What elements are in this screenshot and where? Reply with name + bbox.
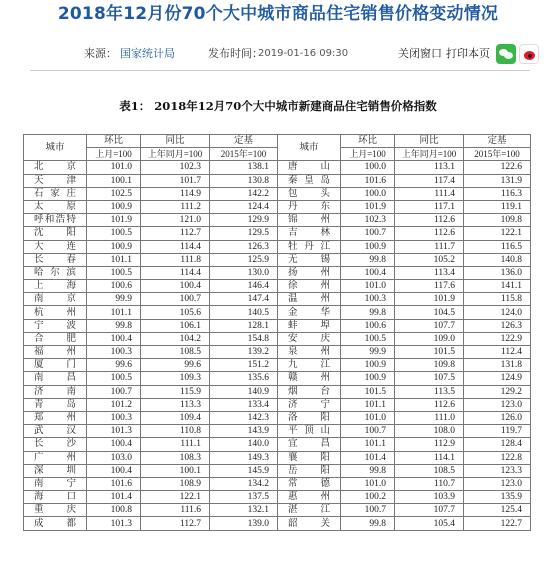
mom-cell: 100.2 — [341, 491, 395, 504]
city-cell: 丹 东 — [278, 200, 341, 213]
mom-cell: 101.0 — [87, 161, 141, 174]
mom-cell: 100.7 — [87, 385, 141, 398]
close-window-link[interactable]: 关闭窗口 — [398, 47, 442, 60]
base-cell: 134.2 — [210, 477, 278, 490]
yoy-cell: 117.1 — [395, 200, 464, 213]
base-cell: 116.5 — [464, 240, 531, 253]
table-header-row — [24, 135, 531, 148]
city-cell: 厦 门 — [24, 359, 87, 372]
base-cell: 131.8 — [464, 359, 531, 372]
base-cell: 122.1 — [464, 227, 531, 240]
city-cell: 徐 州 — [278, 280, 341, 293]
city-cell: 北 京 — [24, 161, 87, 174]
mom-cell: 101.0 — [341, 280, 395, 293]
city-cell: 湛 江 — [278, 504, 341, 517]
yoy-cell: 113.4 — [395, 266, 464, 279]
city-cell: 宁 波 — [24, 319, 87, 332]
city-cell: 泉 州 — [278, 346, 341, 359]
mom-cell: 101.1 — [87, 306, 141, 319]
city-cell: 南 京 — [24, 293, 87, 306]
table-row — [24, 385, 531, 398]
base-cell: 140.5 — [210, 306, 278, 319]
yoy-cell: 104.5 — [395, 306, 464, 319]
yoy-cell: 101.7 — [141, 174, 210, 187]
yoy-cell: 122.1 — [141, 491, 210, 504]
mom-cell: 100.9 — [87, 240, 141, 253]
city-cell: 武 汉 — [24, 425, 87, 438]
base-cell: 146.4 — [210, 280, 278, 293]
mom-cell: 99.6 — [87, 359, 141, 372]
yoy-cell: 117.4 — [395, 174, 464, 187]
yoy-cell: 112.6 — [395, 214, 464, 227]
yoy-cell: 105.6 — [141, 306, 210, 319]
base-cell: 116.3 — [464, 187, 531, 200]
weibo-share-icon[interactable] — [519, 44, 539, 64]
city-cell: 秦皇岛 — [278, 174, 341, 187]
article-meta — [0, 42, 556, 66]
yoy-cell: 112.7 — [141, 517, 210, 530]
yoy-cell: 105.2 — [395, 253, 464, 266]
city-cell: 金 华 — [278, 306, 341, 319]
city-cell: 平顶山 — [278, 425, 341, 438]
table-row — [24, 464, 531, 477]
mom-cell: 100.9 — [87, 200, 141, 213]
mom-cell: 99.8 — [341, 253, 395, 266]
mom-cell: 101.0 — [341, 411, 395, 424]
mom-cell: 100.5 — [341, 332, 395, 345]
yoy-cell: 114.4 — [141, 266, 210, 279]
mom-cell: 100.0 — [341, 161, 395, 174]
mom-cell: 101.3 — [87, 517, 141, 530]
yoy-cell: 101.5 — [395, 346, 464, 359]
base-cell: 129.5 — [210, 227, 278, 240]
city-cell: 韶 关 — [278, 517, 341, 530]
table-row — [24, 266, 531, 279]
mom-cell: 99.8 — [341, 306, 395, 319]
city-cell: 济 宁 — [278, 398, 341, 411]
table-row — [24, 332, 531, 345]
city-cell: 惠 州 — [278, 491, 341, 504]
mom-cell: 100.4 — [341, 266, 395, 279]
table-row — [24, 227, 531, 240]
city-cell: 青 岛 — [24, 398, 87, 411]
yoy-cell: 109.0 — [395, 332, 464, 345]
yoy-cell: 101.9 — [395, 293, 464, 306]
mom-cell: 100.5 — [87, 266, 141, 279]
city-cell: 呼和浩特 — [24, 214, 87, 227]
yoy-cell: 100.7 — [141, 293, 210, 306]
mom-cell: 102.5 — [87, 187, 141, 200]
yoy-cell: 100.1 — [141, 464, 210, 477]
table-row — [24, 359, 531, 372]
base-cell: 137.5 — [210, 491, 278, 504]
city-cell: 锦 州 — [278, 214, 341, 227]
table-row — [24, 240, 531, 253]
city-cell: 福 州 — [24, 346, 87, 359]
base-cell: 128.1 — [210, 319, 278, 332]
price-index-table — [23, 134, 531, 531]
city-cell: 长 沙 — [24, 438, 87, 451]
base-cell: 143.9 — [210, 425, 278, 438]
table-row — [24, 504, 531, 517]
base-cell: 124.9 — [464, 372, 531, 385]
table-row — [24, 280, 531, 293]
mom-cell: 100.1 — [87, 174, 141, 187]
city-cell: 郑 州 — [24, 411, 87, 424]
header-mom-sub: 上月=100 — [87, 148, 141, 161]
mom-cell: 100.3 — [341, 293, 395, 306]
table-row — [24, 346, 531, 359]
base-cell: 130.0 — [210, 266, 278, 279]
city-cell: 吉 林 — [278, 227, 341, 240]
base-cell: 123.3 — [464, 464, 531, 477]
header-yoy: 同比 — [395, 135, 464, 148]
table-row — [24, 187, 531, 200]
table-row — [24, 438, 531, 451]
base-cell: 136.0 — [464, 266, 531, 279]
header-base-sub: 2015年=100 — [464, 148, 531, 161]
mom-cell: 100.4 — [87, 464, 141, 477]
base-cell: 142.3 — [210, 411, 278, 424]
city-cell: 合 肥 — [24, 332, 87, 345]
table-row — [24, 306, 531, 319]
table-row — [24, 293, 531, 306]
yoy-cell: 103.9 — [395, 491, 464, 504]
yoy-cell: 115.9 — [141, 385, 210, 398]
table-row — [24, 411, 531, 424]
base-cell: 122.6 — [464, 161, 531, 174]
yoy-cell: 109.4 — [141, 411, 210, 424]
yoy-cell: 111.7 — [395, 240, 464, 253]
yoy-cell: 108.0 — [395, 425, 464, 438]
mom-cell: 100.7 — [341, 504, 395, 517]
mom-cell: 99.9 — [87, 293, 141, 306]
mom-cell: 100.3 — [87, 346, 141, 359]
base-cell: 149.3 — [210, 451, 278, 464]
mom-cell: 101.9 — [341, 200, 395, 213]
base-cell: 126.3 — [210, 240, 278, 253]
base-cell: 151.2 — [210, 359, 278, 372]
table-row — [24, 200, 531, 213]
mom-cell: 100.6 — [87, 280, 141, 293]
city-cell: 沈 阳 — [24, 227, 87, 240]
yoy-cell: 108.9 — [141, 477, 210, 490]
city-cell: 常 德 — [278, 477, 341, 490]
header-yoy-sub: 上年同月=100 — [395, 148, 464, 161]
publish-time-value: 2019-01-16 09:30 — [258, 48, 349, 59]
mom-cell: 101.0 — [341, 477, 395, 490]
yoy-cell: 112.6 — [395, 398, 464, 411]
mom-cell: 100.0 — [341, 187, 395, 200]
mom-cell: 100.9 — [341, 372, 395, 385]
yoy-cell: 107.7 — [395, 504, 464, 517]
header-yoy-sub: 上年同月=100 — [141, 148, 210, 161]
base-cell: 122.8 — [464, 451, 531, 464]
header-mom-sub: 上月=100 — [341, 148, 395, 161]
base-cell: 133.4 — [210, 398, 278, 411]
yoy-cell: 114.1 — [395, 451, 464, 464]
city-cell: 温 州 — [278, 293, 341, 306]
base-cell: 119.7 — [464, 425, 531, 438]
mom-cell: 100.5 — [87, 227, 141, 240]
table-title: 表1： 2018年12月70个大中城市新建商品住宅销售价格指数 — [119, 99, 437, 113]
table-row — [24, 372, 531, 385]
base-cell: 135.6 — [210, 372, 278, 385]
yoy-cell: 113.1 — [395, 161, 464, 174]
mom-cell: 101.6 — [341, 174, 395, 187]
city-cell: 南 昌 — [24, 372, 87, 385]
city-cell: 哈尔滨 — [24, 266, 87, 279]
source-label: 来源： — [84, 47, 117, 60]
table-subheader-row — [24, 148, 531, 161]
table-row — [24, 319, 531, 332]
base-cell: 124.0 — [464, 306, 531, 319]
yoy-cell: 110.8 — [141, 425, 210, 438]
header-divider — [30, 70, 530, 71]
base-cell: 112.4 — [464, 346, 531, 359]
city-cell: 上 海 — [24, 280, 87, 293]
base-cell: 140.9 — [210, 385, 278, 398]
base-cell: 119.1 — [464, 200, 531, 213]
base-cell: 128.4 — [464, 438, 531, 451]
base-cell: 132.1 — [210, 504, 278, 517]
wechat-share-icon[interactable] — [496, 44, 516, 64]
yoy-cell: 111.4 — [395, 187, 464, 200]
yoy-cell: 110.7 — [395, 477, 464, 490]
yoy-cell: 108.5 — [395, 464, 464, 477]
header-city: 城市 — [24, 135, 87, 161]
yoy-cell: 99.6 — [141, 359, 210, 372]
mom-cell: 100.7 — [341, 227, 395, 240]
base-cell: 126.0 — [464, 411, 531, 424]
base-cell: 126.3 — [464, 319, 531, 332]
yoy-cell: 107.7 — [395, 319, 464, 332]
mom-cell: 100.4 — [87, 332, 141, 345]
page-title: 2018年12月份70个大中城市商品住宅销售价格变动情况 — [57, 4, 499, 24]
base-cell: 123.0 — [464, 398, 531, 411]
base-cell: 139.0 — [210, 517, 278, 530]
source-link[interactable]: 国家统计局 — [120, 47, 175, 60]
base-cell: 124.4 — [210, 200, 278, 213]
city-cell: 扬 州 — [278, 266, 341, 279]
header-yoy: 同比 — [141, 135, 210, 148]
base-cell: 109.8 — [464, 214, 531, 227]
mom-cell: 100.3 — [87, 411, 141, 424]
mom-cell: 100.5 — [87, 372, 141, 385]
table-row — [24, 161, 531, 174]
mom-cell: 101.4 — [87, 491, 141, 504]
city-cell: 济 南 — [24, 385, 87, 398]
mom-cell: 102.3 — [341, 214, 395, 227]
table-row — [24, 517, 531, 530]
base-cell: 135.9 — [464, 491, 531, 504]
city-cell: 重 庆 — [24, 504, 87, 517]
header-base-sub: 2015年=100 — [210, 148, 278, 161]
table-row — [24, 491, 531, 504]
base-cell: 129.2 — [464, 385, 531, 398]
yoy-cell: 111.0 — [395, 411, 464, 424]
mom-cell: 100.4 — [87, 438, 141, 451]
city-cell: 岳 阳 — [278, 464, 341, 477]
base-cell: 147.4 — [210, 293, 278, 306]
yoy-cell: 102.3 — [141, 161, 210, 174]
city-cell: 安 庆 — [278, 332, 341, 345]
city-cell: 无 锡 — [278, 253, 341, 266]
mom-cell: 99.8 — [87, 319, 141, 332]
print-page-link[interactable]: 打印本页 — [446, 47, 490, 60]
city-cell: 包 头 — [278, 187, 341, 200]
yoy-cell: 111.6 — [141, 504, 210, 517]
mom-cell: 103.0 — [87, 451, 141, 464]
header-base: 定基 — [464, 135, 531, 148]
yoy-cell: 113.5 — [395, 385, 464, 398]
base-cell: 123.0 — [464, 477, 531, 490]
base-cell: 122.7 — [464, 517, 531, 530]
city-cell: 太 原 — [24, 200, 87, 213]
yoy-cell: 114.4 — [141, 240, 210, 253]
mom-cell: 101.2 — [87, 398, 141, 411]
mom-cell: 101.5 — [341, 385, 395, 398]
yoy-cell: 113.3 — [141, 398, 210, 411]
yoy-cell: 112.6 — [395, 227, 464, 240]
table-row — [24, 451, 531, 464]
mom-cell: 100.7 — [341, 425, 395, 438]
yoy-cell: 112.9 — [395, 438, 464, 451]
mom-cell: 101.1 — [341, 398, 395, 411]
city-cell: 石家庄 — [24, 187, 87, 200]
yoy-cell: 108.3 — [141, 451, 210, 464]
yoy-cell: 109.8 — [395, 359, 464, 372]
table-row — [24, 425, 531, 438]
mom-cell: 99.8 — [341, 464, 395, 477]
city-cell: 烟 台 — [278, 385, 341, 398]
yoy-cell: 105.4 — [395, 517, 464, 530]
mom-cell: 101.4 — [341, 451, 395, 464]
table-row — [24, 398, 531, 411]
city-cell: 南 宁 — [24, 477, 87, 490]
yoy-cell: 106.1 — [141, 319, 210, 332]
city-cell: 杭 州 — [24, 306, 87, 319]
mom-cell: 100.9 — [341, 240, 395, 253]
mom-cell: 101.1 — [87, 253, 141, 266]
base-cell: 130.8 — [210, 174, 278, 187]
yoy-cell: 108.5 — [141, 346, 210, 359]
mom-cell: 101.6 — [87, 477, 141, 490]
city-cell: 长 春 — [24, 253, 87, 266]
table-row — [24, 174, 531, 187]
header-mom: 环比 — [341, 135, 395, 148]
city-cell: 赣 州 — [278, 372, 341, 385]
base-cell: 140.0 — [210, 438, 278, 451]
mom-cell: 100.6 — [341, 319, 395, 332]
yoy-cell: 111.1 — [141, 438, 210, 451]
mom-cell: 99.9 — [341, 346, 395, 359]
city-cell: 牡丹江 — [278, 240, 341, 253]
city-cell: 海 口 — [24, 491, 87, 504]
mom-cell: 99.8 — [341, 517, 395, 530]
yoy-cell: 121.0 — [141, 214, 210, 227]
city-cell: 宜 昌 — [278, 438, 341, 451]
base-cell: 141.1 — [464, 280, 531, 293]
table-row — [24, 477, 531, 490]
header-city: 城市 — [278, 135, 341, 161]
base-cell: 142.2 — [210, 187, 278, 200]
base-cell: 131.9 — [464, 174, 531, 187]
city-cell: 唐 山 — [278, 161, 341, 174]
table-row — [24, 214, 531, 227]
mom-cell: 101.3 — [87, 425, 141, 438]
city-cell: 成 都 — [24, 517, 87, 530]
yoy-cell: 114.9 — [141, 187, 210, 200]
yoy-cell: 111.8 — [141, 253, 210, 266]
mom-cell: 100.8 — [87, 504, 141, 517]
city-cell: 深 圳 — [24, 464, 87, 477]
yoy-cell: 104.2 — [141, 332, 210, 345]
base-cell: 125.9 — [210, 253, 278, 266]
mom-cell: 101.1 — [341, 438, 395, 451]
base-cell: 140.8 — [464, 253, 531, 266]
city-cell: 广 州 — [24, 451, 87, 464]
city-cell: 襄 阳 — [278, 451, 341, 464]
city-cell: 天 津 — [24, 174, 87, 187]
base-cell: 122.9 — [464, 332, 531, 345]
yoy-cell: 109.3 — [141, 372, 210, 385]
base-cell: 154.8 — [210, 332, 278, 345]
city-cell: 蚌 埠 — [278, 319, 341, 332]
base-cell: 145.9 — [210, 464, 278, 477]
mom-cell: 101.9 — [87, 214, 141, 227]
base-cell: 139.2 — [210, 346, 278, 359]
city-cell: 洛 阳 — [278, 411, 341, 424]
yoy-cell: 111.2 — [141, 200, 210, 213]
header-mom: 环比 — [87, 135, 141, 148]
mom-cell: 100.9 — [341, 359, 395, 372]
city-cell: 大 连 — [24, 240, 87, 253]
base-cell: 129.9 — [210, 214, 278, 227]
base-cell: 138.1 — [210, 161, 278, 174]
base-cell: 115.8 — [464, 293, 531, 306]
base-cell: 125.4 — [464, 504, 531, 517]
yoy-cell: 112.7 — [141, 227, 210, 240]
table-row — [24, 253, 531, 266]
city-cell: 九 江 — [278, 359, 341, 372]
yoy-cell: 117.6 — [395, 280, 464, 293]
publish-time-label: 发布时间： — [208, 47, 263, 60]
yoy-cell: 100.4 — [141, 280, 210, 293]
header-base: 定基 — [210, 135, 278, 148]
yoy-cell: 107.5 — [395, 372, 464, 385]
